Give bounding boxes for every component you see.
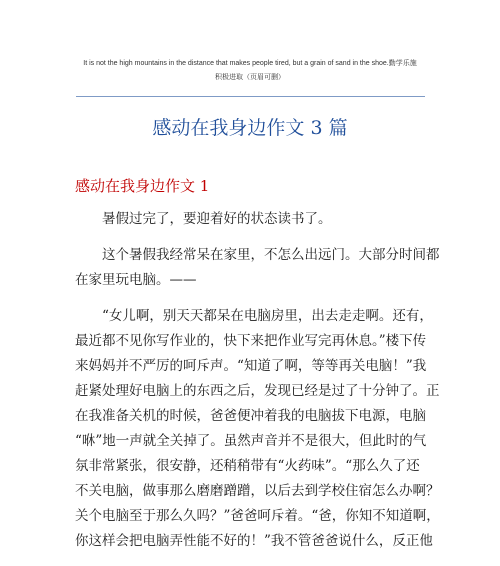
paragraph-line: 最近都不见你写作业的，快下来把作业写完再休息。”楼下传 bbox=[75, 333, 427, 349]
page-header-note: 积极进取（页眉可删） bbox=[215, 73, 285, 81]
paragraph-line: 赶紧处理好电脑上的东西之后，发现已经是过了十分钟了。正 bbox=[75, 383, 440, 399]
paragraph-line: 这个暑假我经常呆在家里，不怎么出远门。大部分时间都 bbox=[102, 247, 440, 263]
paragraph-line: 关个电脑至于那么久吗？”爸爸呵斥着。“爸，你知不知道啊， bbox=[75, 508, 440, 524]
header-divider bbox=[76, 96, 425, 97]
section-heading: 感动在我身边作文 1 bbox=[75, 177, 210, 195]
paragraph-3 bbox=[75, 304, 440, 554]
paragraph-line: 在我准备关机的时候，爸爸便冲着我的电脑拔下电源，电脑 bbox=[75, 408, 426, 424]
paragraph-line: 暑假过完了，要迎着好的状态读书了。 bbox=[102, 211, 332, 227]
paragraph-line: 不关电脑，做事那么磨磨蹭蹭，以后去到学校住宿怎么办啊？ bbox=[75, 483, 440, 499]
paragraph-1 bbox=[75, 207, 427, 232]
paragraph-line: 来妈妈并不严厉的呵斥声。“知道了啊，等等再关电脑！”我 bbox=[75, 358, 427, 374]
paragraph-line: 在家里玩电脑。—— bbox=[75, 272, 197, 288]
paragraph-line: “咻”地一声就全关掉了。虽然声音并不是很大，但此时的气 bbox=[75, 433, 427, 449]
paragraph-2 bbox=[75, 243, 440, 293]
page-header-quote: It is not the high mountains in the distance that makes people tired, but a grain of sand in the shoe.勤学乐施 bbox=[83, 60, 417, 67]
paragraph-line: “女儿啊，别天天都呆在电脑房里，出去走走啊。还有， bbox=[102, 308, 433, 324]
paragraph-line: 你这样会把电脑弄性能不好的！”我不管爸爸说什么，反正他 bbox=[75, 533, 433, 549]
paragraph-line: 氛非常紧张，很安静，还稍稍带有“火药味”。“那么久了还 bbox=[75, 458, 420, 474]
document-title: 感动在我身边作文 3 篇 bbox=[152, 117, 348, 139]
